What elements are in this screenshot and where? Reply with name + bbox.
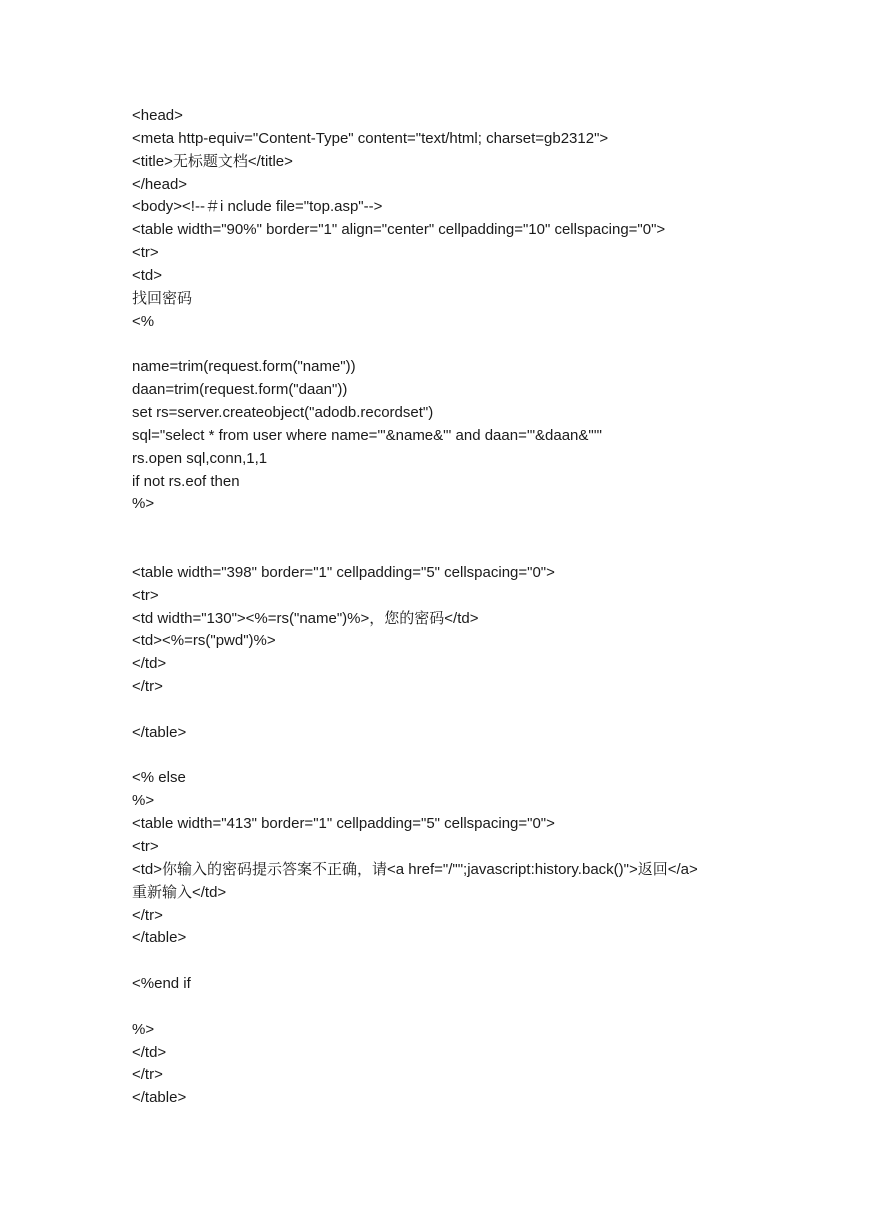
code-line: <head> <box>132 107 183 124</box>
code-line: </tr> <box>132 678 163 696</box>
blank-line <box>132 745 832 768</box>
blank-line <box>132 699 832 722</box>
code-line: 找回密码 <box>132 289 193 307</box>
blank-line <box>132 996 832 1019</box>
code-line: <td><%=rs("pwd")%> <box>132 632 276 650</box>
code-line: daan=trim(request.form("daan")) <box>132 381 348 399</box>
code-line: </tr> <box>132 1066 163 1084</box>
code-line: <title>无标题文档</title> <box>132 152 293 170</box>
code-line: <table width="413" border="1" cellpadding="5" cellspacing="0"> <box>132 815 555 833</box>
code-line: <table width="90%" border="1" align="center" cellpadding="10" cellspacing="0"> <box>132 221 666 239</box>
code-line: %> <box>132 792 155 810</box>
code-line: </td> <box>132 655 167 673</box>
blank-line <box>132 516 832 539</box>
code-line: rs.open sql,conn,1,1 <box>132 449 268 467</box>
code-line: <% <box>132 312 155 330</box>
code-line: <tr> <box>132 244 159 262</box>
code-line: <td> <box>132 266 163 284</box>
code-line: %> <box>132 1020 155 1038</box>
code-line: set rs=server.createobject("adodb.recordset") <box>132 403 434 421</box>
code-line: </td> <box>132 1043 167 1061</box>
code-line: </table> <box>132 929 187 947</box>
code-line: <td>你输入的密码提示答案不正确，请<a href="/"";javascript:history.back()">返回</a> <box>132 860 698 878</box>
code-line: <tr> <box>132 586 159 604</box>
code-line: <meta http-equiv="Content-Type" content="text/html; charset=gb2312"> <box>132 129 609 147</box>
blank-line <box>132 950 832 973</box>
code-line: </table> <box>132 723 187 741</box>
code-line: sql="select * from user where name='"&name&"' and daan='"&daan&"'" <box>132 426 602 444</box>
code-line: </table> <box>132 1089 187 1107</box>
code-line: name=trim(request.form("name")) <box>132 358 356 376</box>
code-line: 重新输入</td> <box>132 883 227 901</box>
blank-line <box>132 333 832 356</box>
code-line: <% else <box>132 769 186 787</box>
code-line: <%end if <box>132 975 191 993</box>
code-line: <td width="130"><%=rs("name")%>，您的密码</td> <box>132 609 479 627</box>
blank-line <box>132 539 832 562</box>
code-line: <tr> <box>132 838 159 855</box>
code-line: <table width="398" border="1" cellpadding="5" cellspacing="0"> <box>132 563 555 581</box>
code-listing <box>132 105 832 1110</box>
code-line: </tr> <box>132 906 163 924</box>
code-line: <body><!--＃i nclude file="top.asp"--> <box>132 198 383 216</box>
code-line: if not rs.eof then <box>132 472 240 490</box>
code-line: %> <box>132 495 155 513</box>
code-line: </head> <box>132 175 188 193</box>
